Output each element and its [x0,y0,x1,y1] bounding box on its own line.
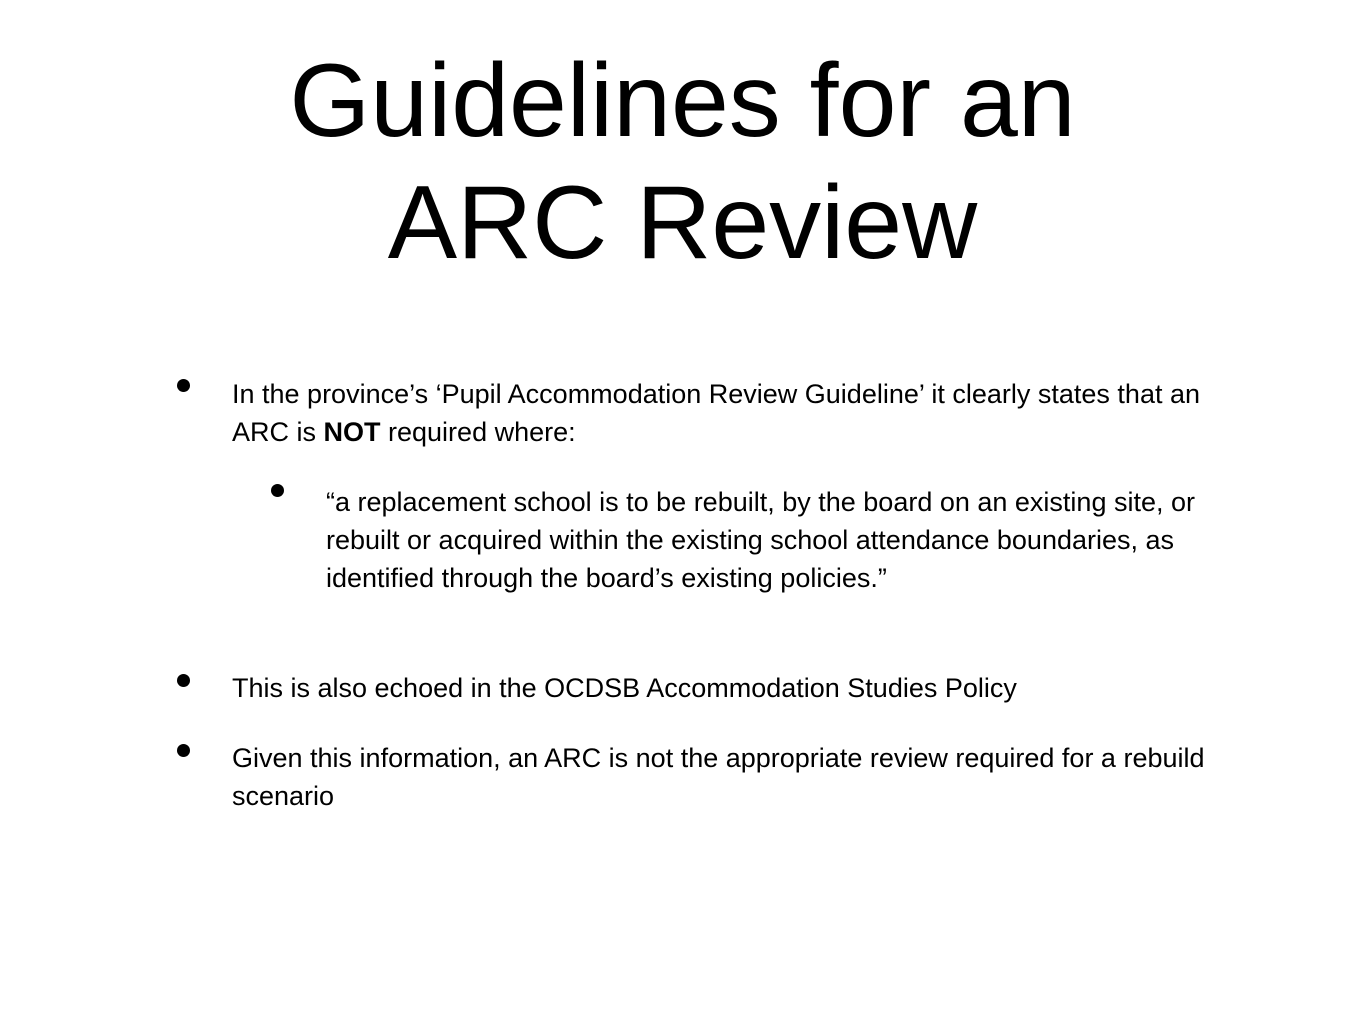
bullet-dot-icon [177,744,190,757]
bullet-3-text: Given this information, an ARC is not the appropriate review required for a rebuild scenario [232,743,1205,811]
title-line-1: Guidelines for an [289,43,1076,159]
sub-bullet-dot-icon [271,484,284,497]
bullet-item-1 [232,375,1232,451]
sub-bullet-item-1 [326,483,1196,597]
bullet-1-text-after: required where: [380,417,576,447]
bullet-item-2 [232,669,1232,707]
title-line-2: ARC Review [387,165,978,281]
bullet-2-text: This is also echoed in the OCDSB Accommodation Studies Policy [232,673,1017,703]
sub-bullet-1-text: “a replacement school is to be rebuilt, by the board on an existing site, or rebuilt or acquired within the existing school attendance boundaries, as identified through the board’s existing policies.” [326,487,1195,593]
bullet-1-text-before: In the province’s ‘Pupil Accommodation Review Guideline’ it clearly states that an ARC is [232,379,1200,447]
bullet-1-text-bold: NOT [323,417,381,447]
bullet-dot-icon [177,674,190,687]
bullet-dot-icon [177,379,190,392]
bullet-item-3 [232,739,1232,815]
